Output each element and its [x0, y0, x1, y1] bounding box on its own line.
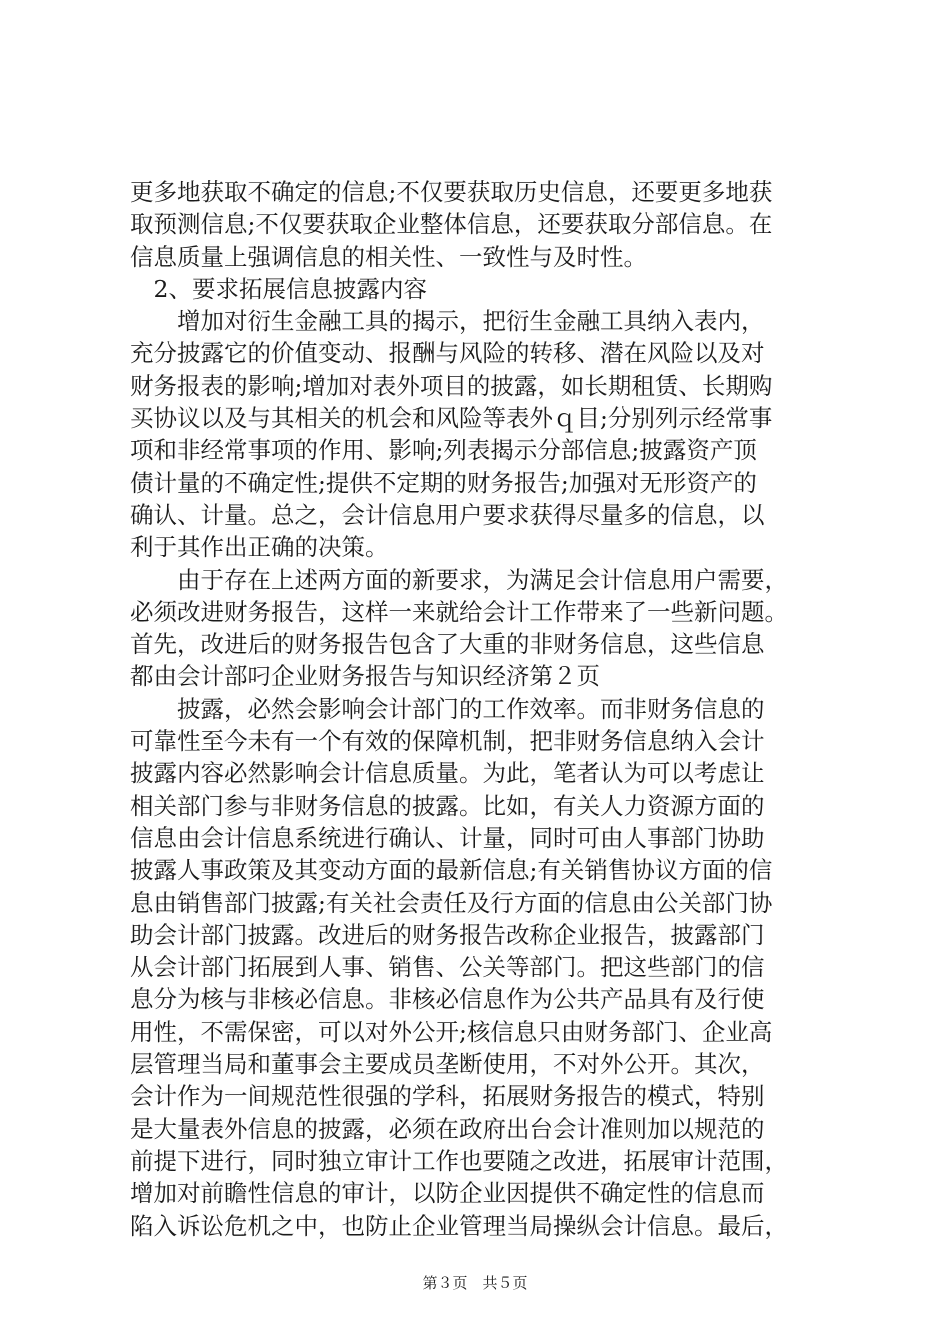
- text-line: 债计量的不确定性;提供不定期的财务报告;加强对无形资产的: [130, 468, 757, 497]
- text-line: 买协议以及与其相关的机会和风险等表外ｑ目;分别列示经常事: [130, 404, 773, 433]
- text-line: 信息由会计信息系统进行确认、计量，同时可由人事部门协助: [130, 823, 765, 852]
- text-line: 首先，改进后的财务报告包含了大重的非财务信息，这些信息: [130, 630, 765, 659]
- text-line: 增加对前瞻性信息的审计，以防企业因提供不确定性的信息而: [130, 1179, 765, 1208]
- text-line: 助会计部门披露。改进后的财务报告改称企业报告，披露部门: [130, 920, 765, 949]
- section-heading: 2、要求拓展信息披露内容: [130, 274, 427, 303]
- text-line: 披露内容必然影响会计信息质量。为此，笔者认为可以考虑让: [130, 759, 765, 788]
- text-line: 由于存在上述两方面的新要求，为满足会计信息用户需要，: [130, 565, 788, 594]
- text-line: 息分为核与非核必信息。非核必信息作为公共产品具有及行使: [130, 985, 765, 1014]
- text-line: 财务报表的影响;增加对表外项目的披露，如长期租赁、长期购: [130, 371, 773, 400]
- text-line: 信息质量上强调信息的相关性、一致性与及时性。: [130, 242, 647, 271]
- text-line: 前提下进行，同时独立审计工作也要随之改进，拓展审计范围，: [130, 1146, 788, 1175]
- text-line: 确认、计量。总之，会计信息用户要求获得尽量多的信息，以: [130, 500, 765, 529]
- text-line: 从会计部门拓展到人事、销售、公关等部门。把这些部门的信: [130, 953, 765, 982]
- text-line: 增加对衍生金融工具的揭示，把衍生金融工具纳入表内，: [130, 307, 765, 336]
- text-line: 取预测信息;不仅要获取企业整体信息，还要获取分部信息。在: [130, 210, 773, 239]
- text-line: 更多地获取不确定的信息;不仅要获取历史信息，还要更多地获: [130, 178, 773, 206]
- text-line: 充分披露它的价值变动、报酬与风险的转移、潜在风险以及对: [130, 339, 765, 368]
- text-line: 利于其作出正确的决策。: [130, 533, 389, 562]
- text-line: 息由销售部门披露;有关社会责任及行方面的信息由公关部门协: [130, 888, 773, 917]
- text-line: 用性，不需保密，可以对外公开;核信息只由财务部门、企业高: [130, 1017, 773, 1046]
- text-line: 会计作为一间规范性很强的学科，拓展财务报告的模式，特别: [130, 1082, 765, 1111]
- text-line: 可靠性至今未有一个有效的保障机制，把非财务信息纳入会计: [130, 727, 765, 756]
- text-line: 陷入诉讼危机之中，也防止企业管理当局操纵会计信息。最后，: [130, 1211, 788, 1240]
- text-line: 层管理当局和董事会主要成员垄断使用，不对外公开。其次，: [130, 1050, 765, 1079]
- text-line: 相关部门参与非财务信息的披露。比如，有关人力资源方面的: [130, 791, 765, 820]
- text-line: 必须改进财务报告，这样一来就给会计工作带来了一些新问题。: [130, 597, 788, 626]
- text-line: 披露，必然会影响会计部门的工作效率。而非财务信息的: [130, 694, 765, 723]
- text-line: 项和非经常事项的作用、影响;列表揭示分部信息;披露资产顶: [130, 436, 757, 465]
- text-line: 都由会计部叼企业财务报告与知识经济第２页: [130, 662, 600, 691]
- body-text: [130, 176, 836, 1242]
- page-footer: 第３页 共５页: [422, 1274, 528, 1292]
- text-line: 是大量表外信息的披露，必须在政府出台会计准则加以规范的: [130, 1114, 765, 1143]
- text-line: 披露人事政策及其变动方面的最新信息;有关销售协议方面的信: [130, 856, 773, 885]
